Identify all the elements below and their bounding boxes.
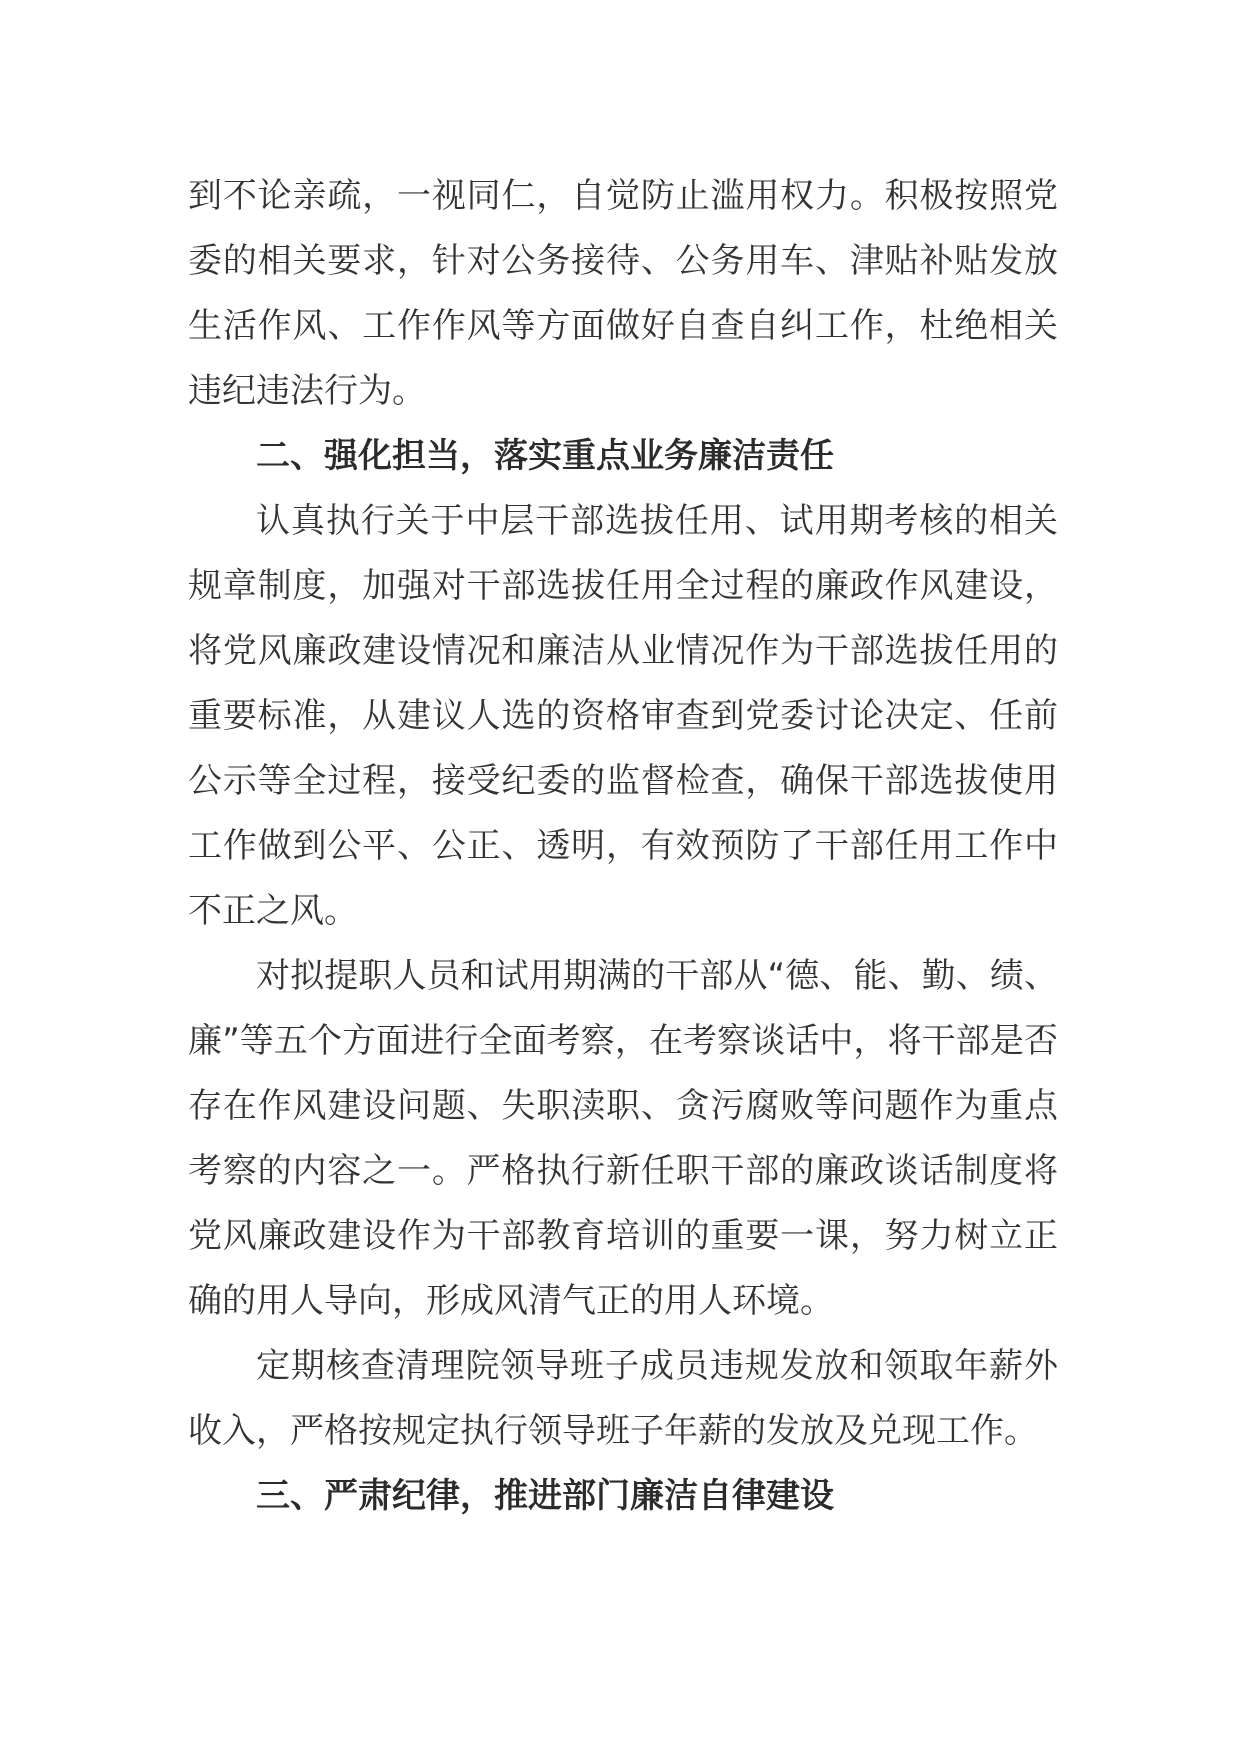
document-body <box>188 164 1058 1529</box>
section-heading-3: 三、严肃纪律，推进部门廉洁自律建设 <box>256 1476 834 1516</box>
section-heading-2: 二、强化担当，落实重点业务廉洁责任 <box>256 436 834 476</box>
paragraph-cadre-selection: 认真执行关于中层干部选拔任用、试用期考核的相关规章制度，加强对干部选拔任用全过程的廉政作风建设，将党风廉政建设情况和廉洁从业情况作为干部选拔任用的重要标准，从建议人选的资格审查到党委讨论决定、任前公示等全过程，接受纪委的监督检查，确保干部选拔使用工作做到公平、公正、透明，有效预防了干部任用工作中不正之风。 <box>188 501 1058 931</box>
paragraph-cadre-assessment: 对拟提职人员和试用期满的干部从“德、能、勤、绩、廉”等五个方面进行全面考察，在考察谈话中，将干部是否存在作风建设问题、失职渎职、贪污腐败等问题作为重点考察的内容之一。严格执行新任职干部的廉政谈话制度将党风廉政建设作为干部教育培训的重要一课，努力树立正确的用人导向，形成风清气正的用人环境。 <box>188 956 1058 1321</box>
paragraph-continued: 到不论亲疏，一视同仁，自觉防止滥用权力。积极按照党委的相关要求，针对公务接待、公务用车、津贴补贴发放生活作风、工作作风等方面做好自查自纠工作，杜绝相关违纪违法行为。 <box>188 176 1058 411</box>
paragraph-salary-review: 定期核查清理院领导班子成员违规发放和领取年薪外收入，严格按规定执行领导班子年薪的发放及兑现工作。 <box>188 1346 1058 1451</box>
